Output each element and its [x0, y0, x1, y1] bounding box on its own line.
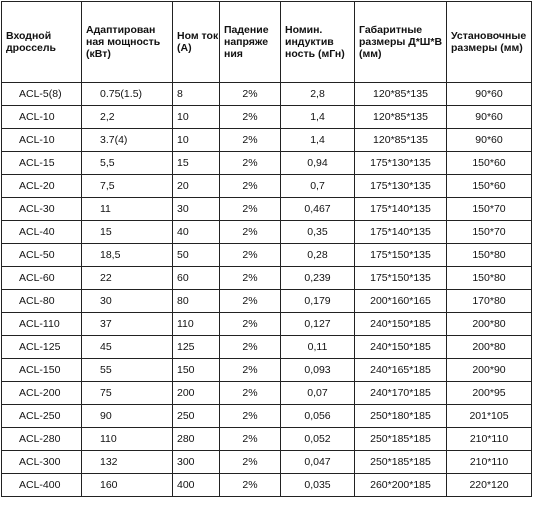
- cell-voltage-drop: 2%: [220, 244, 281, 267]
- cell-voltage-drop: 2%: [220, 451, 281, 474]
- cell-current: 280: [173, 428, 220, 451]
- cell-voltage-drop: 2%: [220, 290, 281, 313]
- header-voltage-drop: Падение напряже ния: [220, 2, 281, 83]
- cell-model: ACL-110: [2, 313, 82, 336]
- cell-power: 15: [82, 221, 173, 244]
- cell-voltage-drop: 2%: [220, 152, 281, 175]
- cell-current: 150: [173, 359, 220, 382]
- header-row: [2, 2, 532, 83]
- cell-current: 250: [173, 405, 220, 428]
- cell-power: 75: [82, 382, 173, 405]
- cell-inductance: 0,093: [281, 359, 355, 382]
- cell-power: 45: [82, 336, 173, 359]
- cell-voltage-drop: 2%: [220, 405, 281, 428]
- table-row: [2, 175, 532, 198]
- cell-mounting: 150*80: [447, 244, 532, 267]
- header-input-reactor: Входной дроссель: [2, 2, 82, 83]
- cell-mounting: 90*60: [447, 106, 532, 129]
- header-adapted-power: Адаптирован ная мощность (кВт): [82, 2, 173, 83]
- cell-model: ACL-80: [2, 290, 82, 313]
- cell-power: 2,2: [82, 106, 173, 129]
- cell-model: ACL-15: [2, 152, 82, 175]
- cell-current: 400: [173, 474, 220, 497]
- cell-inductance: 0,239: [281, 267, 355, 290]
- cell-mounting: 150*80: [447, 267, 532, 290]
- cell-dimensions: 250*180*185: [355, 405, 447, 428]
- table-row: [2, 198, 532, 221]
- table-row: [2, 359, 532, 382]
- cell-current: 10: [173, 106, 220, 129]
- cell-voltage-drop: 2%: [220, 83, 281, 106]
- header-mounting-dimensions: Установочные размеры (мм): [447, 2, 532, 83]
- cell-voltage-drop: 2%: [220, 221, 281, 244]
- cell-mounting: 200*80: [447, 336, 532, 359]
- cell-mounting: 170*80: [447, 290, 532, 313]
- cell-mounting: 90*60: [447, 83, 532, 106]
- cell-power: 110: [82, 428, 173, 451]
- cell-current: 60: [173, 267, 220, 290]
- cell-mounting: 220*120: [447, 474, 532, 497]
- cell-dimensions: 250*185*185: [355, 451, 447, 474]
- cell-current: 80: [173, 290, 220, 313]
- cell-model: ACL-125: [2, 336, 82, 359]
- table-row: [2, 451, 532, 474]
- cell-current: 15: [173, 152, 220, 175]
- table-row: [2, 313, 532, 336]
- table-row: [2, 474, 532, 497]
- cell-power: 18,5: [82, 244, 173, 267]
- cell-dimensions: 175*130*135: [355, 175, 447, 198]
- table-row: [2, 428, 532, 451]
- cell-dimensions: 240*150*185: [355, 313, 447, 336]
- cell-mounting: 150*60: [447, 152, 532, 175]
- cell-voltage-drop: 2%: [220, 474, 281, 497]
- cell-power: 132: [82, 451, 173, 474]
- cell-mounting: 150*70: [447, 221, 532, 244]
- cell-mounting: 210*110: [447, 428, 532, 451]
- table-row: [2, 336, 532, 359]
- cell-inductance: 0,047: [281, 451, 355, 474]
- table-row: [2, 244, 532, 267]
- cell-current: 10: [173, 129, 220, 152]
- cell-power: 90: [82, 405, 173, 428]
- cell-dimensions: 120*85*135: [355, 106, 447, 129]
- reactor-spec-table: [1, 1, 532, 497]
- cell-model: ACL-280: [2, 428, 82, 451]
- cell-mounting: 210*110: [447, 451, 532, 474]
- cell-inductance: 0,35: [281, 221, 355, 244]
- cell-mounting: 200*95: [447, 382, 532, 405]
- table-row: [2, 267, 532, 290]
- cell-model: ACL-250: [2, 405, 82, 428]
- cell-model: ACL-10: [2, 106, 82, 129]
- cell-dimensions: 175*150*135: [355, 244, 447, 267]
- table-row: [2, 382, 532, 405]
- cell-current: 30: [173, 198, 220, 221]
- cell-inductance: 0,127: [281, 313, 355, 336]
- cell-power: 22: [82, 267, 173, 290]
- cell-model: ACL-150: [2, 359, 82, 382]
- cell-dimensions: 120*85*135: [355, 83, 447, 106]
- cell-model: ACL-60: [2, 267, 82, 290]
- cell-dimensions: 175*150*135: [355, 267, 447, 290]
- cell-inductance: 0,467: [281, 198, 355, 221]
- cell-model: ACL-5(8): [2, 83, 82, 106]
- cell-model: ACL-20: [2, 175, 82, 198]
- cell-power: 7,5: [82, 175, 173, 198]
- cell-dimensions: 175*140*135: [355, 221, 447, 244]
- cell-voltage-drop: 2%: [220, 428, 281, 451]
- cell-model: ACL-10: [2, 129, 82, 152]
- cell-inductance: 0,056: [281, 405, 355, 428]
- cell-voltage-drop: 2%: [220, 129, 281, 152]
- cell-dimensions: 240*170*185: [355, 382, 447, 405]
- cell-voltage-drop: 2%: [220, 359, 281, 382]
- cell-power: 0.75(1.5): [82, 83, 173, 106]
- cell-voltage-drop: 2%: [220, 106, 281, 129]
- cell-inductance: 1,4: [281, 106, 355, 129]
- cell-inductance: 0,28: [281, 244, 355, 267]
- cell-current: 200: [173, 382, 220, 405]
- table-body: [2, 83, 532, 497]
- header-dimensions: Габаритные размеры Д*Ш*В (мм): [355, 2, 447, 83]
- cell-current: 40: [173, 221, 220, 244]
- cell-model: ACL-50: [2, 244, 82, 267]
- cell-inductance: 0,11: [281, 336, 355, 359]
- header-inductance: Номин. индуктив ность (мГн): [281, 2, 355, 83]
- cell-voltage-drop: 2%: [220, 198, 281, 221]
- cell-power: 30: [82, 290, 173, 313]
- cell-model: ACL-30: [2, 198, 82, 221]
- cell-inductance: 2,8: [281, 83, 355, 106]
- cell-power: 55: [82, 359, 173, 382]
- table-row: [2, 152, 532, 175]
- cell-dimensions: 240*150*185: [355, 336, 447, 359]
- cell-power: 5,5: [82, 152, 173, 175]
- cell-inductance: 0,94: [281, 152, 355, 175]
- cell-model: ACL-40: [2, 221, 82, 244]
- cell-mounting: 150*70: [447, 198, 532, 221]
- cell-power: 11: [82, 198, 173, 221]
- cell-power: 160: [82, 474, 173, 497]
- cell-power: 3.7(4): [82, 129, 173, 152]
- cell-model: ACL-300: [2, 451, 82, 474]
- cell-model: ACL-400: [2, 474, 82, 497]
- cell-dimensions: 250*185*185: [355, 428, 447, 451]
- cell-mounting: 90*60: [447, 129, 532, 152]
- cell-inductance: 0,179: [281, 290, 355, 313]
- cell-mounting: 150*60: [447, 175, 532, 198]
- cell-power: 37: [82, 313, 173, 336]
- cell-model: ACL-200: [2, 382, 82, 405]
- table-row: [2, 405, 532, 428]
- cell-dimensions: 200*160*165: [355, 290, 447, 313]
- cell-mounting: 200*90: [447, 359, 532, 382]
- cell-inductance: 0,07: [281, 382, 355, 405]
- cell-voltage-drop: 2%: [220, 175, 281, 198]
- cell-inductance: 1,4: [281, 129, 355, 152]
- cell-current: 8: [173, 83, 220, 106]
- cell-current: 125: [173, 336, 220, 359]
- table-row: [2, 83, 532, 106]
- cell-inductance: 0,052: [281, 428, 355, 451]
- cell-current: 110: [173, 313, 220, 336]
- cell-dimensions: 175*140*135: [355, 198, 447, 221]
- cell-dimensions: 175*130*135: [355, 152, 447, 175]
- cell-inductance: 0,7: [281, 175, 355, 198]
- cell-mounting: 201*105: [447, 405, 532, 428]
- table-row: [2, 106, 532, 129]
- cell-current: 20: [173, 175, 220, 198]
- cell-dimensions: 260*200*185: [355, 474, 447, 497]
- cell-current: 50: [173, 244, 220, 267]
- cell-voltage-drop: 2%: [220, 382, 281, 405]
- cell-voltage-drop: 2%: [220, 267, 281, 290]
- header-rated-current: Ном ток (А): [173, 2, 220, 83]
- table-row: [2, 221, 532, 244]
- cell-inductance: 0,035: [281, 474, 355, 497]
- table-header: [2, 2, 532, 83]
- cell-mounting: 200*80: [447, 313, 532, 336]
- table-row: [2, 129, 532, 152]
- cell-voltage-drop: 2%: [220, 336, 281, 359]
- cell-voltage-drop: 2%: [220, 313, 281, 336]
- cell-dimensions: 120*85*135: [355, 129, 447, 152]
- table-row: [2, 290, 532, 313]
- cell-dimensions: 240*165*185: [355, 359, 447, 382]
- cell-current: 300: [173, 451, 220, 474]
